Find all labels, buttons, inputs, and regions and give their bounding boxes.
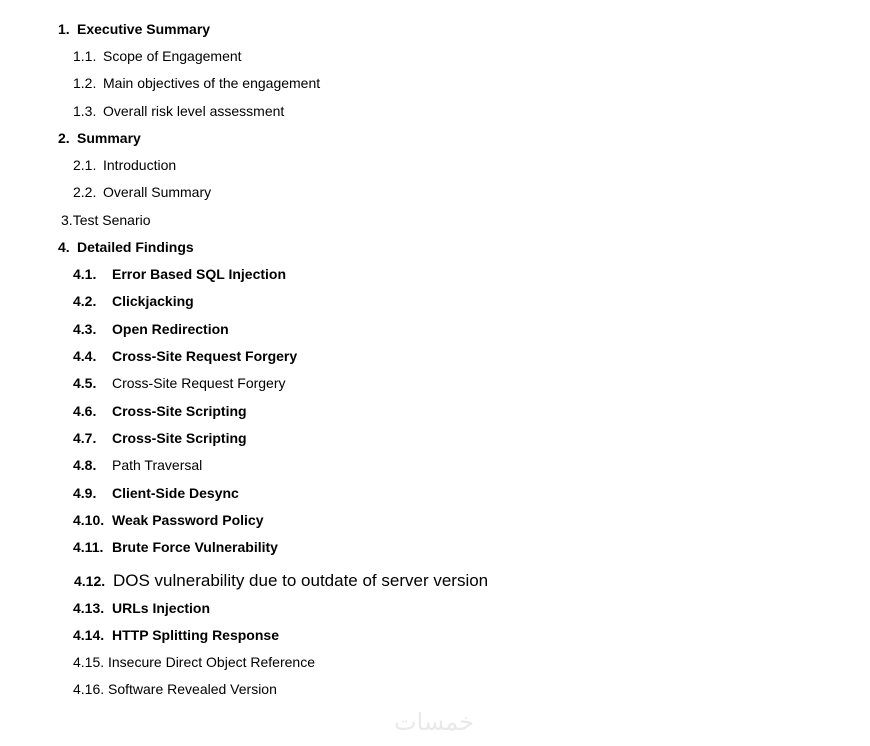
- toc-entry-4-7: [73, 429, 247, 447]
- toc-title: Test Senario: [72, 212, 151, 228]
- toc-number: 4.11.: [73, 539, 104, 555]
- toc-number: 4.2.: [73, 293, 97, 309]
- toc-number: 4.9.: [73, 485, 97, 501]
- toc-entry-1: [58, 20, 210, 38]
- toc-entry-4-11: [73, 538, 278, 556]
- toc-entry-4-6: [73, 402, 247, 420]
- toc-title: Weak Password Policy: [112, 512, 264, 528]
- toc-title: Overall risk level assessment: [103, 103, 285, 119]
- toc-entry-4-16: [73, 680, 277, 698]
- toc-title: HTTP Splitting Response: [112, 627, 279, 643]
- toc-number: 4.5.: [73, 375, 97, 391]
- toc-number: 1.1.: [73, 48, 97, 64]
- toc-title: DOS vulnerability due to outdate of server version: [113, 571, 489, 590]
- toc-title: Client-Side Desync: [112, 485, 239, 501]
- toc-number: 4.16.: [73, 681, 105, 697]
- toc-number: 2.: [58, 130, 70, 146]
- toc-number: 1.: [58, 21, 70, 37]
- toc-title: Main objectives of the engagement: [103, 75, 321, 91]
- watermark-logo: خمسات: [393, 708, 475, 736]
- toc-number: 4.1.: [73, 266, 97, 282]
- toc-title: Summary: [77, 130, 141, 146]
- toc-entry-4: [58, 238, 194, 256]
- toc-number: 4.15.: [73, 654, 105, 670]
- toc-number: 4.8.: [73, 457, 97, 473]
- toc-entry-4-1: [73, 265, 286, 283]
- toc-entry-1-3: [73, 102, 284, 120]
- toc-number: 4.: [58, 239, 70, 255]
- toc-entry-1-2: [73, 74, 320, 92]
- toc-entry-4-12: [74, 570, 488, 592]
- toc-number: 2.1.: [73, 157, 97, 173]
- toc-title: Insecure Direct Object Reference: [108, 654, 315, 670]
- toc-entry-4-10: [73, 511, 263, 529]
- toc-number: 4.13.: [73, 600, 105, 616]
- toc-title: Error Based SQL Injection: [112, 266, 287, 282]
- toc-entry-4-5: [73, 374, 286, 392]
- toc-entry-4-4: [73, 347, 297, 365]
- toc-title: Cross-Site Request Forgery: [112, 375, 286, 391]
- toc-number: 3.: [61, 212, 73, 228]
- toc-title: Cross-Site Scripting: [112, 430, 247, 446]
- toc-entry-2-1: [73, 156, 176, 174]
- toc-entry-4-15: [73, 653, 315, 671]
- toc-title: Cross-Site Scripting: [112, 403, 247, 419]
- toc-number: 2.2.: [73, 184, 97, 200]
- toc-number: 4.3.: [73, 321, 97, 337]
- toc-entry-2: [58, 129, 141, 147]
- toc-entry-3: [61, 211, 151, 229]
- toc-number: 4.7.: [73, 430, 97, 446]
- toc-entry-4-9: [73, 484, 239, 502]
- toc-number: 4.10.: [73, 512, 105, 528]
- toc-number: 4.4.: [73, 348, 97, 364]
- toc-number: 1.2.: [73, 75, 97, 91]
- toc-title: Executive Summary: [77, 21, 211, 37]
- toc-number: 4.12.: [74, 573, 106, 589]
- toc-title: Cross-Site Request Forgery: [112, 348, 298, 364]
- toc-title: Clickjacking: [112, 293, 194, 309]
- toc-title: Detailed Findings: [77, 239, 194, 255]
- toc-title: Software Revealed Version: [108, 681, 277, 697]
- toc-entry-4-8: [73, 456, 202, 474]
- toc-entry-4-14: [73, 626, 279, 644]
- toc-title: Scope of Engagement: [103, 48, 242, 64]
- toc-title: Introduction: [103, 157, 177, 173]
- toc-entry-2-2: [73, 183, 211, 201]
- toc-entry-4-2: [73, 292, 194, 310]
- toc-entry-1-1: [73, 47, 242, 65]
- toc-title: URLs Injection: [112, 600, 211, 616]
- toc-number: 1.3.: [73, 103, 97, 119]
- toc-title: Overall Summary: [103, 184, 212, 200]
- toc-entry-4-3: [73, 320, 229, 338]
- toc-title: Path Traversal: [112, 457, 203, 473]
- toc-entry-4-13: [73, 599, 210, 617]
- toc-title: Open Redirection: [112, 321, 229, 337]
- toc-title: Brute Force Vulnerability: [112, 539, 278, 555]
- toc-number: 4.6.: [73, 403, 97, 419]
- toc-number: 4.14.: [73, 627, 105, 643]
